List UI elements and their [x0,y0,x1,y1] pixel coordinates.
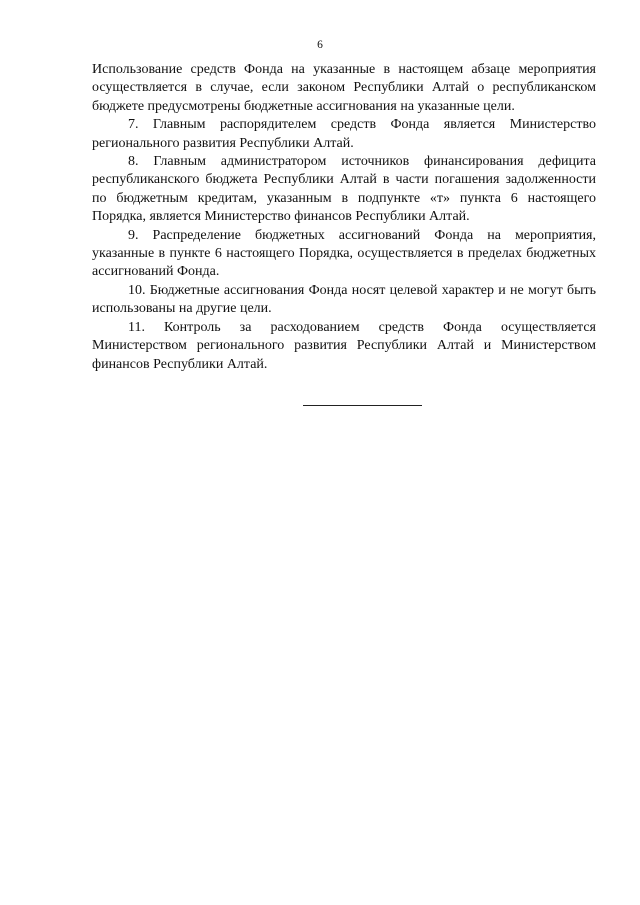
paragraph-9: 9. Распределение бюджетных ассигнований Фонда на мероприятия, указанные в пункте 6 настоящего Порядка, осуществляется в пределах бюджетных ассигнований Фонда. [92,227,596,280]
document-body [92,61,596,374]
paragraph-10: 10. Бюджетные ассигнования Фонда носят целевой характер и не могут быть использованы на другие цели. [92,282,596,317]
paragraph-8: 8. Главным администратором источников финансирования дефицита республиканского бюджета Республики Алтай в части погашения задолженности по бюджетным кредитам, указанным в подпункте «т» пункта 6 настоящего Порядка, является Министерство финансов Республики Алтай. [92,154,596,225]
page-number: 6 [317,39,323,51]
paragraph-continuation: Использование средств Фонда на указанные в настоящем абзаце мероприятия осуществляется в случае, если законом Республики Алтай о республиканском бюджете предусмотрены бюджетные ассигнования на указанные цели. [92,62,596,114]
paragraph-7: 7. Главным распорядителем средств Фонда является Министерство регионального развития Республики Алтай. [92,117,596,151]
end-of-document-rule [303,405,422,406]
paragraph-11: 11. Контроль за расходованием средств Фонда осуществляется Министерством регионального развития Республики Алтай и Министерством финансов Республики Алтай. [92,319,596,372]
